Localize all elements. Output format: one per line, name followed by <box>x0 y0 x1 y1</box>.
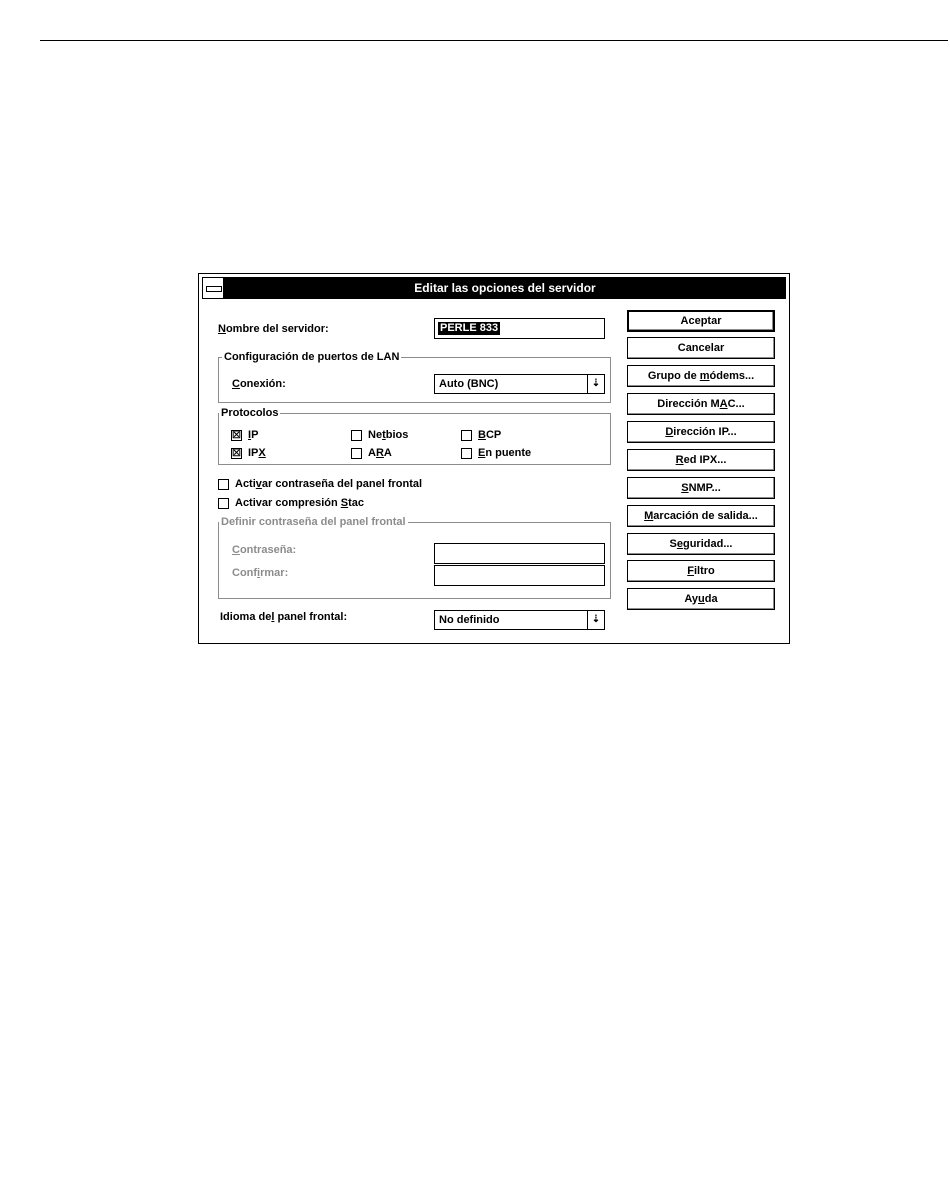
mac-address-button[interactable]: Dirección MAC... <box>627 393 775 415</box>
protocol-ipx-checkbox[interactable] <box>231 446 266 460</box>
checkbox-empty-icon <box>218 479 229 490</box>
checkbox-empty-icon <box>461 430 472 441</box>
protocols-group <box>218 407 611 465</box>
checkbox-checked-icon: ☒ <box>232 429 241 441</box>
checkbox-empty-icon <box>351 430 362 441</box>
system-menu-button[interactable] <box>202 277 224 299</box>
language-combo[interactable] <box>434 610 605 630</box>
lan-config-title: Configuración de puertos de LAN <box>224 351 400 363</box>
stac-compression-label: Activar compresión Stac <box>235 497 365 509</box>
security-button[interactable]: Seguridad... <box>627 533 775 555</box>
connection-label: Conexión: <box>232 378 286 390</box>
help-button[interactable]: Ayuda <box>627 588 775 610</box>
language-label: Idioma del panel frontal: <box>220 611 348 623</box>
confirm-label: Confirmar: <box>232 567 289 579</box>
connection-combo[interactable] <box>434 374 605 394</box>
ip-address-button[interactable]: Dirección IP... <box>627 421 775 443</box>
protocol-ipx-label: IPX <box>248 447 266 459</box>
protocol-ara-checkbox[interactable] <box>351 446 392 460</box>
front-panel-password-label: Activar contraseña del panel frontal <box>235 478 423 490</box>
password-group <box>218 516 611 599</box>
protocol-bridge-checkbox[interactable] <box>461 446 531 460</box>
protocol-ara-label: ARA <box>368 447 392 459</box>
protocol-bcp-checkbox[interactable] <box>461 428 501 442</box>
page-rule <box>40 40 948 41</box>
connection-value: Auto (BNC) <box>439 378 499 390</box>
server-name-value: PERLE 833 <box>440 322 499 334</box>
ipx-network-button[interactable]: Red IPX... <box>627 449 775 471</box>
checkbox-checked-icon: ☒ <box>232 447 241 459</box>
checkbox-empty-icon <box>461 448 472 459</box>
checkbox-empty-icon <box>218 498 229 509</box>
server-options-dialog <box>198 273 790 644</box>
password-group-title: Definir contraseña del panel frontal <box>221 516 406 528</box>
confirm-input[interactable] <box>434 565 605 586</box>
checkbox-empty-icon <box>351 448 362 459</box>
protocol-ip-checkbox[interactable] <box>231 428 258 442</box>
dial-out-button[interactable]: Marcación de salida... <box>627 505 775 527</box>
password-input[interactable] <box>434 543 605 564</box>
system-menu-icon <box>206 286 222 292</box>
language-value: No definido <box>439 614 500 626</box>
password-label: Contraseña: <box>232 544 297 556</box>
front-panel-password-checkbox[interactable] <box>218 477 422 491</box>
protocol-bcp-label: BCP <box>478 429 502 441</box>
title-bar <box>202 277 786 299</box>
server-name-label: Nombre del servidor: <box>218 323 329 335</box>
server-name-input[interactable] <box>434 318 605 339</box>
protocol-netbios-label: Netbios <box>368 429 409 441</box>
modem-group-button[interactable]: Grupo de módems... <box>627 365 775 387</box>
lan-config-group <box>218 351 611 403</box>
stac-compression-checkbox[interactable] <box>218 496 364 510</box>
protocol-bridge-label: En puente <box>478 447 532 459</box>
language-dropdown-arrow-icon[interactable]: ⇣ <box>587 611 604 629</box>
protocols-title: Protocolos <box>221 407 279 419</box>
accept-button[interactable]: Aceptar <box>627 310 775 332</box>
filter-button[interactable]: Filtro <box>627 560 775 582</box>
dialog-title: Editar las opciones del servidor <box>414 281 596 295</box>
cancel-button[interactable]: Cancelar <box>627 337 775 359</box>
connection-dropdown-arrow-icon[interactable]: ⇣ <box>587 375 604 393</box>
protocol-ip-label: IP <box>248 429 259 441</box>
snmp-button[interactable]: SNMP... <box>627 477 775 499</box>
protocol-netbios-checkbox[interactable] <box>351 428 408 442</box>
